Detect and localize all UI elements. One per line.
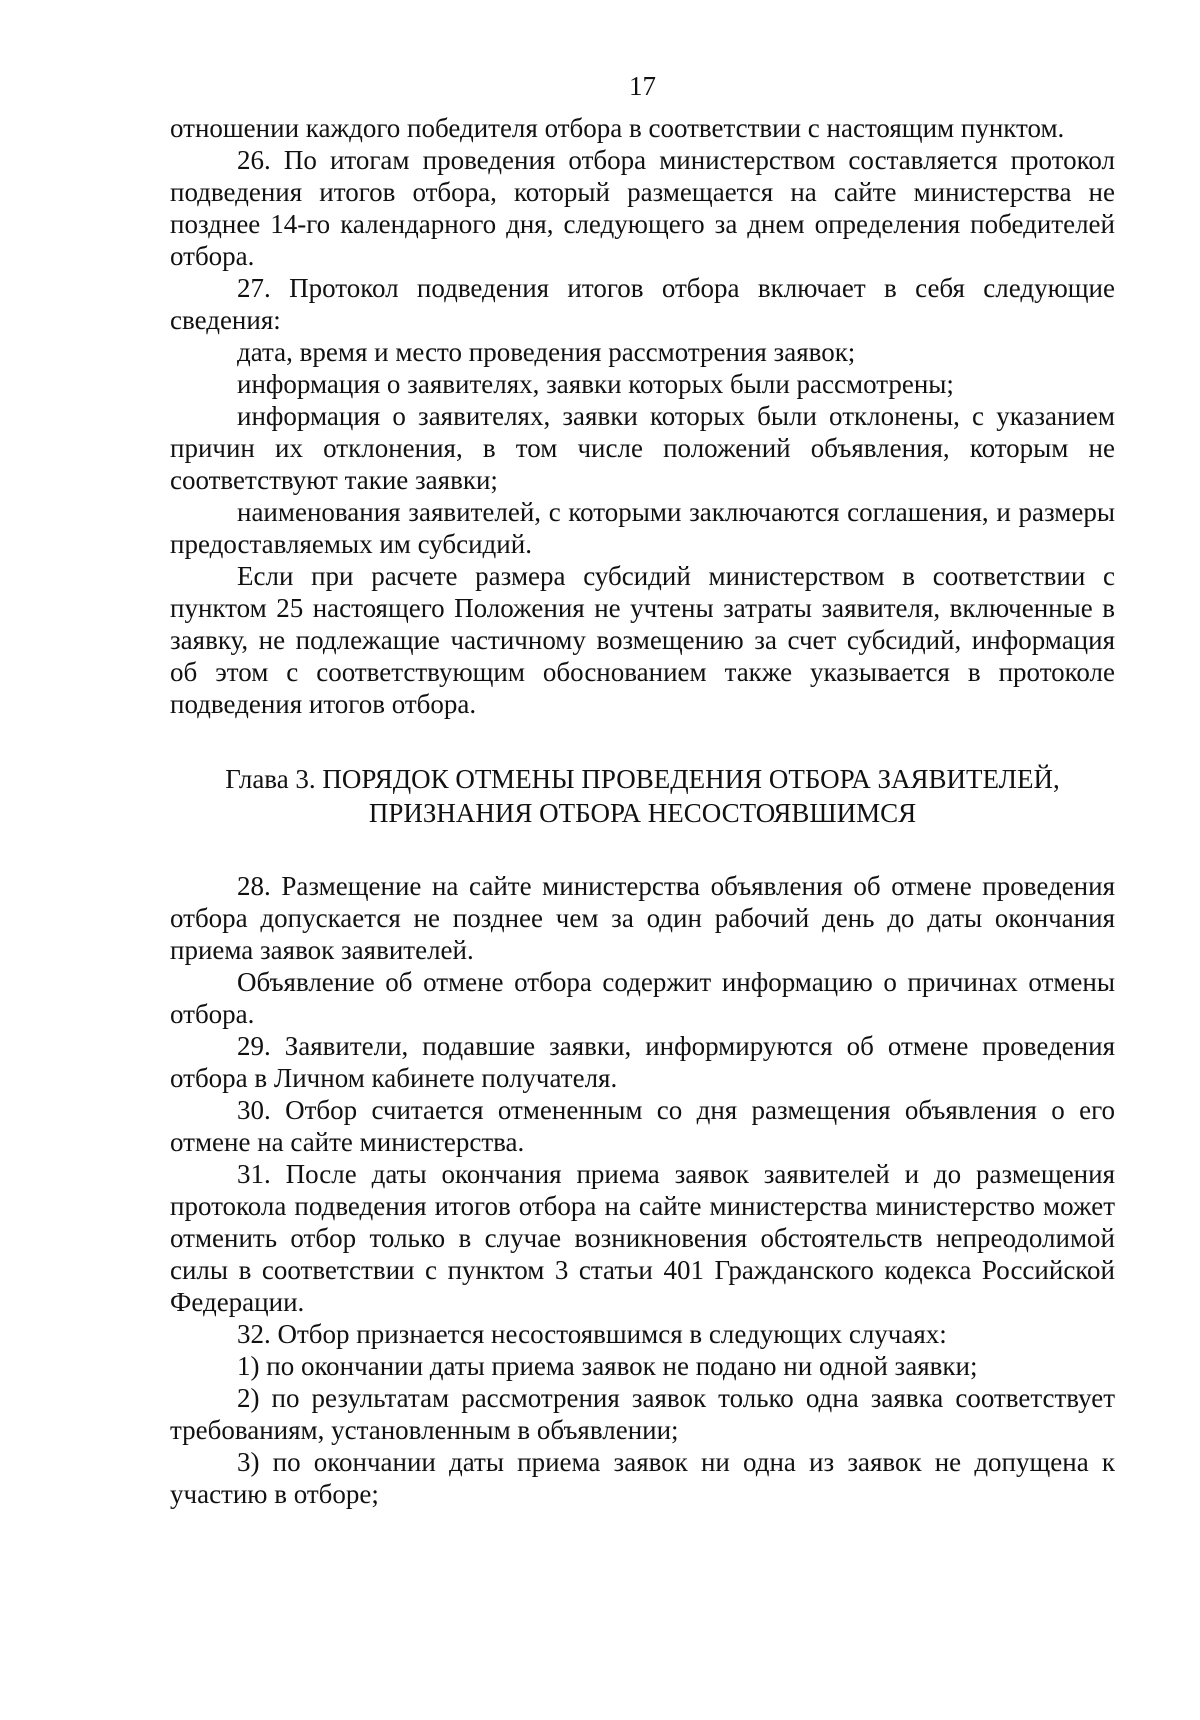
paragraph: информация о заявителях, заявки которых были рассмотрены; <box>237 369 954 399</box>
section-before <box>170 112 1115 720</box>
paragraph: 29. Заявители, подавшие заявки, информируются об отмене проведения отбора в Личном кабинете получателя. <box>170 1031 1115 1093</box>
paragraph: отношении каждого победителя отбора в соответствии с настоящим пунктом. <box>170 113 1065 143</box>
paragraph: Если при расчете размера субсидий министерством в соответствии с пунктом 25 настоящего Положения не учтены затраты заявителя, включенные в заявку, не подлежащие частичному возмещению за счет субсидий, информация об этом с соответствующим обоснованием также указывается в протоколе подведения итогов отбора. <box>170 561 1115 719</box>
section-after <box>170 870 1115 1510</box>
paragraph: информация о заявителях, заявки которых были отклонены, с указанием причин их отклонения, в том числе положений объявления, которым не соответствуют такие заявки; <box>170 401 1115 495</box>
paragraph: 26. По итогам проведения отбора министерством составляется протокол подведения итогов отбора, который размещается на сайте министерства не позднее 14-го календарного дня, следующего за днем определения победителей отбора. <box>170 145 1115 271</box>
paragraph: дата, время и место проведения рассмотрения заявок; <box>237 337 856 367</box>
chapter-title-line: ПРИЗНАНИЯ ОТБОРА НЕСОСТОЯВШИМСЯ <box>368 798 917 828</box>
paragraph: 1) по окончании даты приема заявок не подано ни одной заявки; <box>237 1351 978 1381</box>
paragraph: 28. Размещение на сайте министерства объявления об отмене проведения отбора допускается не позднее чем за один рабочий день до даты окончания приема заявок заявителей. <box>170 871 1115 965</box>
paragraph: 2) по результатам рассмотрения заявок только одна заявка соответствует требованиям, установленным в объявлении; <box>170 1383 1115 1445</box>
paragraph: 27. Протокол подведения итогов отбора включает в себя следующие сведения: <box>170 273 1115 335</box>
chapter-title-line: Глава 3. ПОРЯДОК ОТМЕНЫ ПРОВЕДЕНИЯ ОТБОРА ЗАЯВИТЕЛЕЙ, <box>225 764 1060 794</box>
paragraph: Объявление об отмене отбора содержит информацию о причинах отмены отбора. <box>170 967 1115 1029</box>
paragraph: 32. Отбор признается несостоявшимся в следующих случаях: <box>237 1319 947 1349</box>
paragraph: наименования заявителей, с которыми заключаются соглашения, и размеры предоставляемых им субсидий. <box>170 497 1115 559</box>
paragraph: 3) по окончании даты приема заявок ни одна из заявок не допущена к участию в отборе; <box>170 1447 1115 1509</box>
document-page <box>170 70 1115 1510</box>
page-number: 17 <box>629 71 656 101</box>
chapter-title <box>170 762 1115 830</box>
paragraph: 30. Отбор считается отмененным со дня размещения объявления о его отмене на сайте министерства. <box>170 1095 1115 1157</box>
paragraph: 31. После даты окончания приема заявок заявителей и до размещения протокола подведения итогов отбора на сайте министерства министерство может отменить отбор только в случае возникновения обстоятельств непреодолимой силы в соответствии с пунктом 3 статьи 401 Гражданского кодекса Российской Федерации. <box>170 1159 1115 1317</box>
